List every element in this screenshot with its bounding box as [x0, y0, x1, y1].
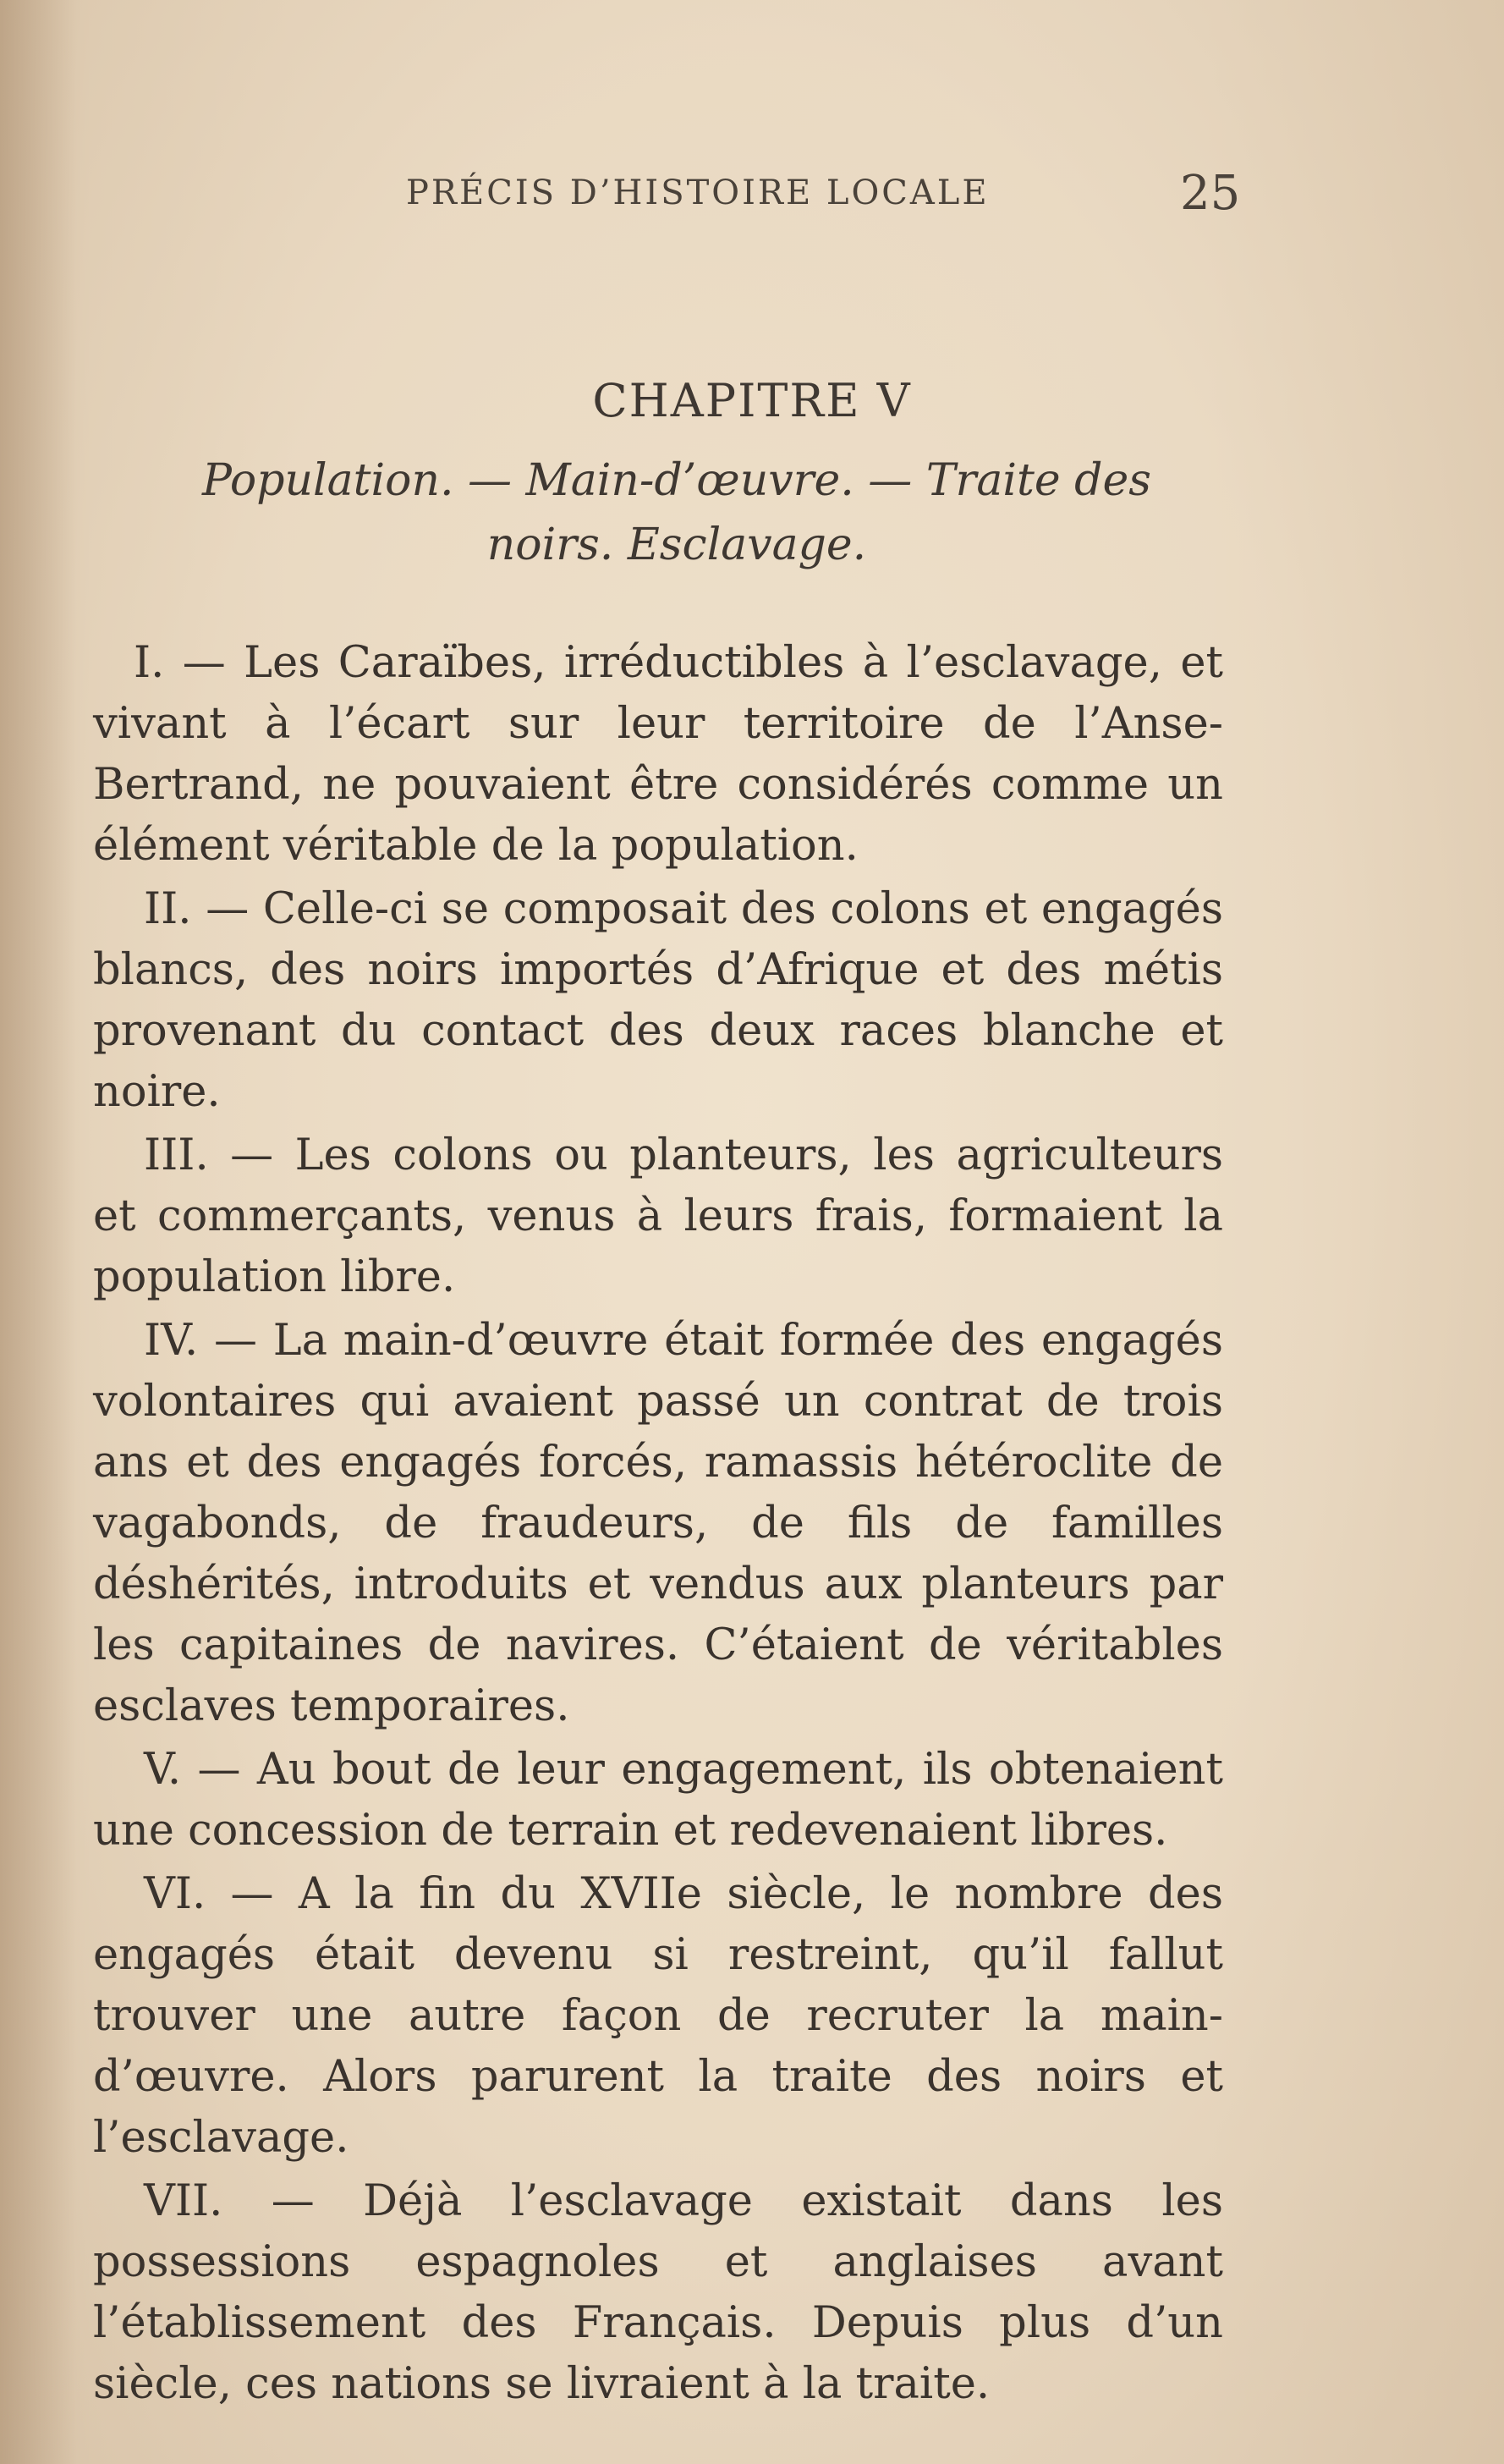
paragraph-4: IV. — La main-d’œuvre était formée des engagés volontaires qui avaient passé un contrat de trois ans et des engagés forcés, ramassis hétéroclite de vagabonds, de fraudeurs, de fils de familles déshérités, introduits et vendus aux planteurs par les capitaines de navires. C’étaient de véritables esclaves temporaires.: [93, 1316, 1223, 1731]
body-text: [93, 633, 1223, 2417]
paragraph-5: V. — Au bout de leur engagement, ils obtenaient une concession de terrain et redevenaient libres.: [93, 1745, 1223, 1856]
running-header: PRÉCIS D’HISTOIRE LOCALE: [406, 173, 990, 212]
chapter-title: CHAPITRE V: [592, 374, 912, 427]
page-edge-shadow: [0, 0, 76, 2464]
page-number: 25: [1180, 166, 1241, 221]
paragraph-7: VII. — Déjà l’esclavage existait dans les possessions espagnoles et anglaises avant l’établissement des Français. Depuis plus d’un siècle, ces nations se livraient à la traite.: [93, 2176, 1223, 2409]
paragraph-6: VI. — A la fin du XVIIe siècle, le nombre des engagés était devenu si restreint, qu’il fallut trouver une autre façon de recruter la main-d’œuvre. Alors parurent la traite des noirs et l’esclavage.: [93, 1869, 1223, 2163]
paragraph-1: I. — Les Caraïbes, irréductibles à l’esclavage, et vivant à l’écart sur leur territoire de l’Anse-Bertrand, ne pouvaient être considérés comme un élément véritable de la population.: [93, 638, 1223, 871]
paragraph-3: III. — Les colons ou planteurs, les agriculteurs et commerçants, venus à leurs frais, formaient la population libre.: [93, 1130, 1223, 1302]
paragraph-2: II. — Celle-ci se composait des colons et engagés blancs, des noirs importés d’Afrique et des métis provenant du contact des deux races blanche et noire.: [93, 884, 1223, 1117]
chapter-subtitle: Population. — Main-d’œuvre. — Traite des noirs. Esclavage.: [202, 455, 1151, 570]
